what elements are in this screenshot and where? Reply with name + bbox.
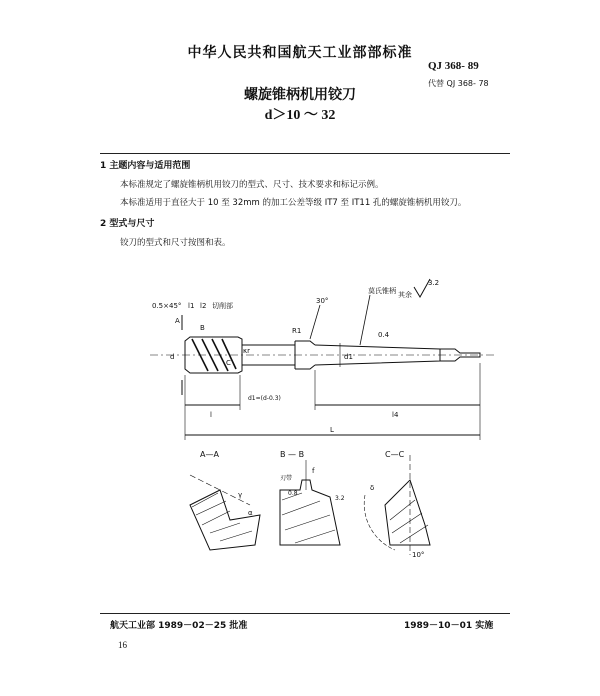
label-shank: 莫氏锥柄 (368, 287, 396, 295)
label-dia-note: d1=(d-0.3) (248, 395, 281, 402)
label-f: f (312, 467, 315, 475)
label-alpha: α (248, 509, 253, 517)
standard-number: QJ 368- 89 (428, 60, 479, 72)
label-gamma: γ (238, 491, 243, 499)
section-2-heading: 2 型式与尺寸 (100, 219, 155, 229)
label-angle30: 30° (316, 297, 329, 305)
label-dim-l4: l4 (392, 411, 399, 419)
label-angle10: 10° (412, 551, 425, 559)
document-title: 螺旋锥柄机用铰刀 (244, 87, 356, 103)
label-d1: d1 (344, 353, 353, 361)
label-dim-l: l (210, 411, 212, 419)
label-view-cc: C—C (385, 450, 405, 459)
section-1-heading: 1 主题内容与适用范围 (100, 161, 191, 171)
label-cutting-part: 切削部 (212, 302, 233, 310)
label-section-b: B (200, 324, 205, 332)
section-cc-profile (385, 480, 430, 545)
label-kr: κr (243, 347, 251, 355)
label-edge-band: 刃带 (280, 475, 293, 482)
reamer-drawing (130, 275, 510, 595)
section-aa-profile (190, 490, 260, 550)
document-subtitle: d＞10 ～ 32 (264, 108, 336, 123)
issuing-organization: 中华人民共和国航天工业部部标准 (187, 45, 413, 61)
approval-date: 航天工业部 1989－02－25 批准 (110, 621, 248, 631)
label-dim-L: L (330, 426, 334, 434)
section-2-paragraph-1: 铰刀的型式和尺寸按图和表。 (120, 238, 231, 248)
label-l2: l2 (200, 302, 207, 310)
footer-divider (100, 613, 510, 614)
header-divider (100, 153, 510, 154)
section-1-paragraph-2: 本标准适用于直径大于 10 至 32mm 的加工公差等级 IT7 至 IT11 孔的螺旋锥柄机用铰刀。 (120, 198, 467, 208)
label-d: d (170, 353, 175, 361)
replaces-note: 代替 QJ 368- 78 (428, 79, 489, 88)
label-rough08: 0.8 (288, 490, 298, 497)
label-chamfer: 0.5×45° (152, 302, 182, 310)
label-rest: 其余 (398, 291, 412, 299)
label-section-c: C (226, 359, 231, 367)
page-number: 16 (118, 640, 127, 650)
label-rough32: 3.2 (335, 495, 345, 502)
label-delta: δ (370, 484, 375, 492)
label-l1: l1 (188, 302, 195, 310)
label-section-a: A (175, 317, 180, 325)
label-view-bb: B — B (280, 450, 305, 459)
label-rest-roughness: 3.2 (428, 279, 440, 287)
label-r1: R1 (292, 327, 302, 335)
effective-date: 1989－10－01 实施 (404, 621, 494, 631)
label-face-roughness: 0.4 (378, 331, 390, 339)
section-1-paragraph-1: 本标准规定了螺旋锥柄机用铰刀的型式、尺寸、技术要求和标记示例。 (120, 180, 384, 190)
label-view-aa: A—A (200, 450, 219, 459)
